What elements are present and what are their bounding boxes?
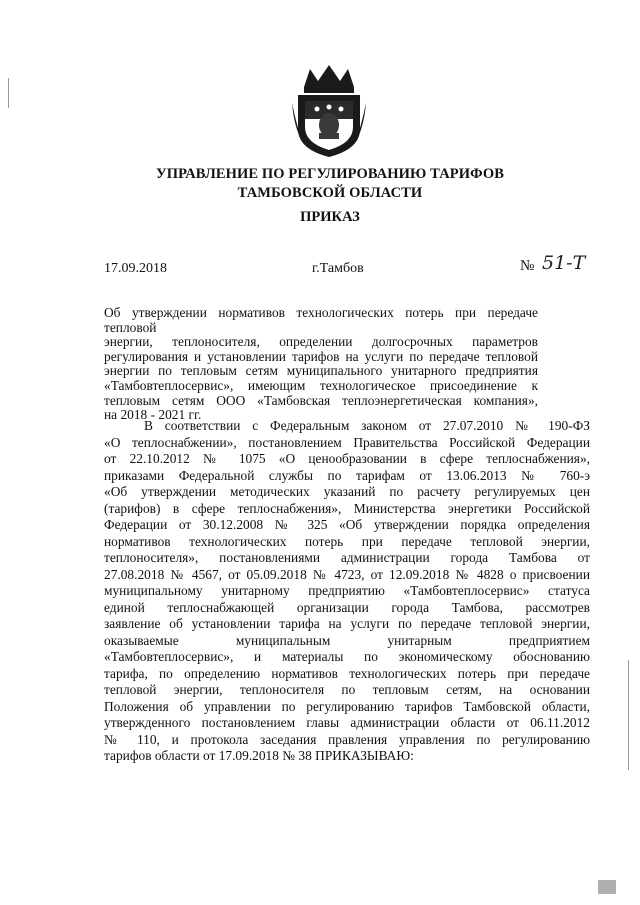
- subject-line: на 2018 - 2021 гг.: [104, 407, 202, 423]
- scan-edge-mark-right: [628, 660, 629, 770]
- document-number-handwritten: 51-Т: [542, 252, 586, 274]
- document-date: 17.09.2018: [104, 261, 167, 276]
- body-line: (тарифов) в сфере теплоснабжения», Министерства энергетики Российской: [104, 500, 590, 516]
- body-line: «Тамбовтеплосервис», и материалы по экономическому обоснованию: [104, 649, 590, 664]
- subject-line: тепловым сетям ООО «Тамбовская теплоэнергетическая компания»,: [104, 392, 538, 408]
- body-line: муниципальному унитарному предприятию «Тамбовтеплосервис» статуса: [104, 583, 590, 598]
- body-line: заявление об установлении тарифа на услуги по передаче тепловой энергии,: [104, 616, 590, 631]
- body-line: Положения об управлении по регулированию тарифов Тамбовской области,: [104, 698, 590, 714]
- body-line: теплоносителя», постановлениями администрации города Тамбова от: [104, 550, 590, 565]
- body-line: тепловой энергии, теплоносителя по тепловым сетям, на основании: [104, 682, 590, 697]
- coat-of-arms-emblem: [290, 63, 368, 159]
- body-line: тарифов области от 17.09.2018 № 38 ПРИКАЗЫВАЮ:: [104, 748, 414, 763]
- scan-edge-mark-left: [8, 78, 9, 108]
- subject-line: «Тамбовтеплосервис», имеющим технологическое присоединение к: [104, 377, 538, 393]
- subject-line: энергии по тепловым сетям муниципального унитарного предприятия: [104, 363, 538, 379]
- scan-corner-mark: [598, 880, 616, 894]
- subject-line: Об утверждении нормативов технологических потерь при передаче тепловой: [104, 305, 538, 335]
- body-line: нормативов технологических потерь при передаче тепловой энергии,: [104, 533, 590, 549]
- organization-name-line2: ТАМБОВСКОЙ ОБЛАСТИ: [237, 185, 423, 201]
- body-line: тарифа, по определению нормативов технологических потерь при передаче: [104, 665, 590, 681]
- organization-name-line1: УПРАВЛЕНИЕ ПО РЕГУЛИРОВАНИЮ ТАРИФОВ: [155, 166, 505, 182]
- body-line: единой теплоснабжающей организации города Тамбова, рассмотрев: [104, 599, 590, 615]
- body-line: «Об утверждении методических указаний по расчету регулируемых цен: [104, 484, 590, 499]
- order-preamble: [104, 418, 590, 765]
- document-number-label: №: [520, 258, 535, 274]
- body-line: утвержденного постановлением главы администрации области от 06.11.2012: [104, 715, 590, 730]
- body-line: В соответствии с Федеральным законом от 27.07.2010 № 190-ФЗ: [144, 418, 590, 433]
- body-line: оказываемые муниципальным унитарным предприятием: [104, 632, 590, 648]
- body-line: приказами Федеральной службы по тарифам от 13.06.2013 № 760-э: [104, 467, 590, 483]
- body-line: от 22.10.2012 № 1075 «О ценообразовании в сфере теплоснабжения»,: [104, 451, 590, 466]
- subject-line: регулирования и установлении тарифов на услуги по передаче тепловой: [104, 348, 538, 364]
- body-line: Федерации от 30.12.2008 № 325 «Об утверждении порядка определения: [104, 517, 590, 532]
- document-place: г.Тамбов: [312, 261, 364, 276]
- body-line: 27.08.2018 № 4567, от 05.09.2018 № 4723, от 12.09.2018 № 4828 о присвоении: [104, 566, 590, 582]
- subject-line: энергии, теплоносителя, определении долгосрочных параметров: [104, 334, 538, 350]
- body-line: № 110, и протокола заседания правления управления по регулированию: [104, 731, 590, 747]
- order-subject: [104, 306, 538, 423]
- body-line: «О теплоснабжении», постановлением Правительства Российской Федерации: [104, 434, 590, 450]
- document-type-title: ПРИКАЗ: [300, 209, 360, 225]
